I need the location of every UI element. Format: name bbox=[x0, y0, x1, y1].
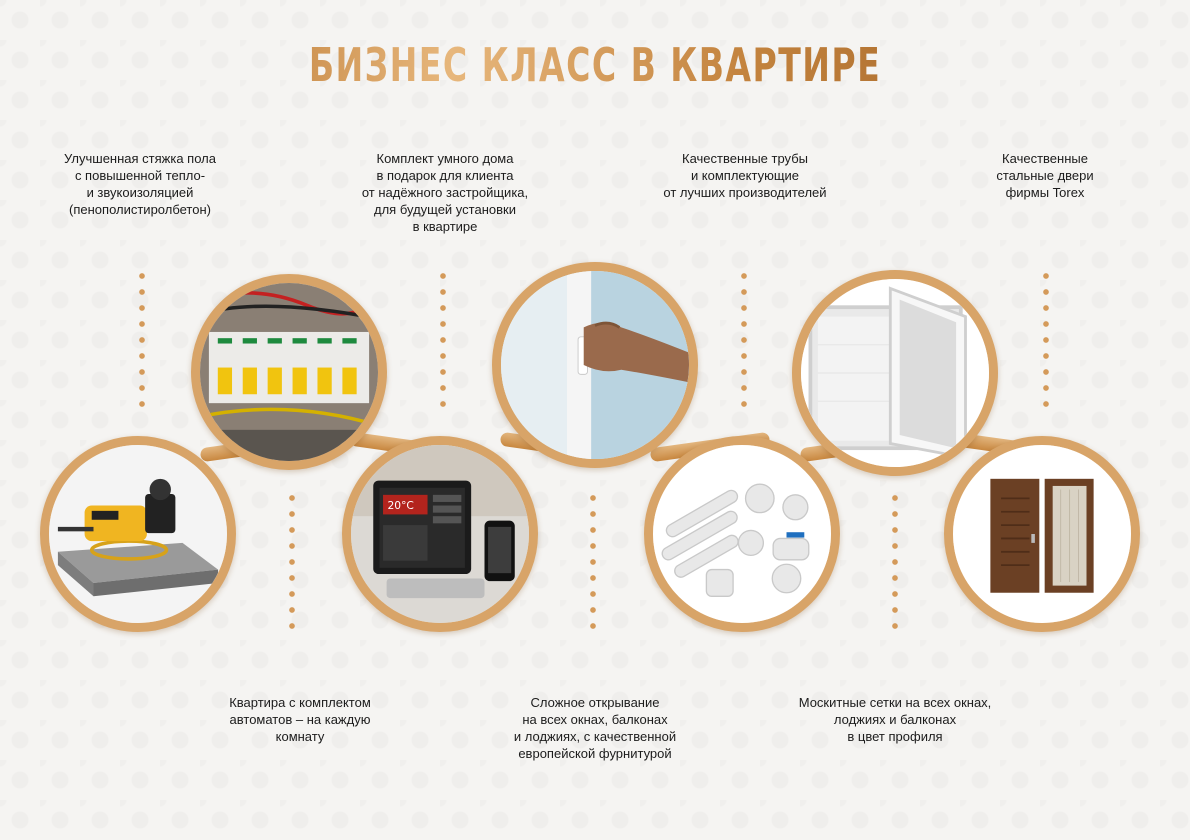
caption-window-opening: Сложное открывание на всех окнах, балконах и лоджиях, с качественной европейской фурнитурой bbox=[513, 695, 677, 761]
image-mosquito-net-window bbox=[792, 270, 998, 476]
caption-smart-home-kit: Комплект умного дома в подарок для клиента от надёжного застройщика, для будущей установки в квартире bbox=[361, 151, 529, 234]
page-title: БИЗНЕС КЛАСС В КВАРТИРЕ bbox=[167, 38, 1024, 92]
image-circuit-breakers bbox=[191, 274, 387, 470]
dots-window bbox=[590, 490, 596, 630]
caption-floor-screed: Улучшенная стяжка пола с повышенной тепло- и звукоизоляцией (пенополистиролбетон) bbox=[64, 151, 216, 217]
dots-floor bbox=[139, 268, 145, 408]
caption-pipes: Качественные трубы и комплектующие от лучших производителей bbox=[663, 151, 827, 200]
image-smart-home-tablet bbox=[342, 436, 538, 632]
dots-pipes bbox=[741, 268, 747, 408]
caption-mosquito-nets: Москитные сетки на всех окнах, лоджиях и балконах в цвет профиля bbox=[798, 695, 992, 744]
dots-mosquito bbox=[892, 490, 898, 630]
image-floor-screed-machine bbox=[40, 436, 236, 632]
dots-doors bbox=[1043, 268, 1049, 408]
dots-smart-home bbox=[440, 268, 446, 408]
caption-circuit-breakers: Квартира с комплектом автоматов – на каждую комнату bbox=[229, 695, 371, 744]
dots-breakers bbox=[289, 490, 295, 630]
caption-steel-doors: Качественные стальные двери фирмы Torex bbox=[996, 151, 1094, 200]
temperature-readout: 20°C bbox=[387, 499, 414, 513]
image-window-handle bbox=[492, 262, 698, 468]
